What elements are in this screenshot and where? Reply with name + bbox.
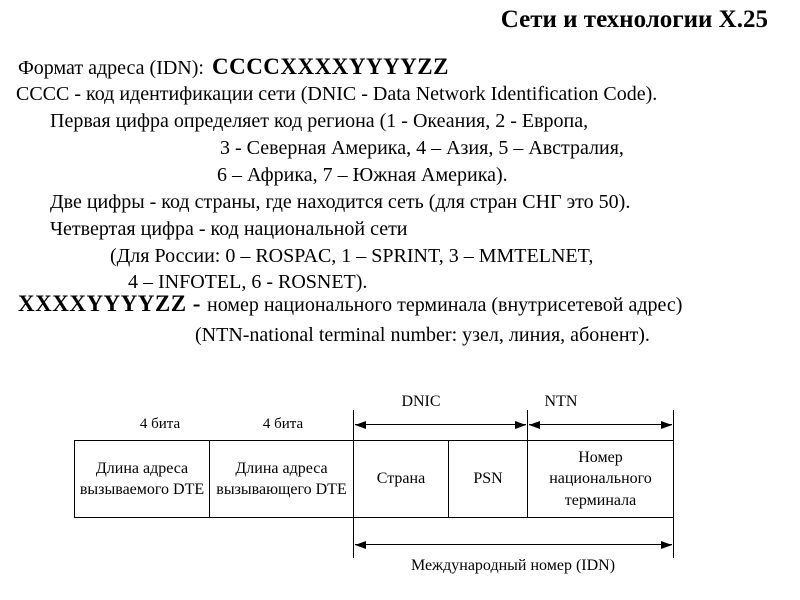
ntn-line: [18, 291, 682, 318]
country-code-line: Две цифры - код страны, где находится сеть (для стран СНГ это 50).: [50, 191, 631, 213]
field-psn: PSN: [449, 441, 528, 517]
ntn-format-code: XXXXYYYYZZ -: [18, 291, 201, 316]
region-line-3: 6 – Африка, 7 – Южная Америка).: [217, 164, 508, 186]
arrowhead-right-icon: [515, 421, 526, 429]
arrowhead-left-icon: [355, 541, 366, 549]
format-line: [18, 54, 449, 81]
cccc-description-line: СССС - код идентификации сети (DNIC - Data Network Identification Code).: [16, 83, 658, 105]
guide-line: [353, 410, 354, 440]
russia-networks-line-1: (Для России: 0 – ROSPAC, 1 – SPRINT, 3 – MMTELNET,: [110, 245, 594, 267]
dnic-label: DNIC: [401, 393, 441, 410]
dnic-span-arrow: [355, 424, 526, 425]
region-line-2: 3 - Северная Америка, 4 – Азия, 5 – Австралия,: [220, 137, 624, 159]
address-format-code: CCCCXXXXYYYYZZ: [211, 54, 449, 79]
idn-label: Международный номер (IDN): [410, 557, 616, 574]
russia-networks-line-2: 4 – INFOTEL, 6 - ROSNET).: [128, 271, 368, 293]
field-calling-dte-length: Длина адреса вызывающего DTE: [210, 441, 354, 517]
arrowhead-left-icon: [355, 421, 366, 429]
guide-line: [673, 518, 674, 558]
arrowhead-right-icon: [661, 541, 672, 549]
guide-line: [527, 410, 528, 440]
address-fields-diagram: [74, 440, 674, 518]
ntn-line-2: (NTN-national terminal number: узел, линия, абонент).: [195, 324, 650, 346]
ntn-label: NTN: [544, 393, 578, 410]
field-national-terminal: Номер национального терминала: [549, 449, 652, 509]
ntn-description: номер национального терминала (внутрисетевой адрес): [206, 294, 683, 316]
arrowhead-right-icon: [661, 421, 672, 429]
format-label: Формат адреса (IDN):: [18, 57, 204, 79]
bits-label-1: 4 бита: [139, 416, 181, 432]
region-line-1: Первая цифра определяет код региона (1 - Океания, 2 - Европа,: [50, 110, 589, 132]
guide-line: [673, 410, 674, 440]
field-called-dte-length: Длина адреса вызываемого DTE: [75, 441, 210, 517]
ntn-span-arrow: [529, 424, 672, 425]
field-country: Страна: [354, 441, 449, 517]
guide-line: [353, 518, 354, 558]
page-title: Сети и технологии Х.25: [500, 6, 768, 33]
arrowhead-left-icon: [529, 421, 540, 429]
fourth-digit-line: Четвертая цифра - код национальной сети: [50, 218, 408, 240]
bits-label-2: 4 бита: [262, 416, 304, 432]
idn-span-arrow: [355, 544, 672, 545]
